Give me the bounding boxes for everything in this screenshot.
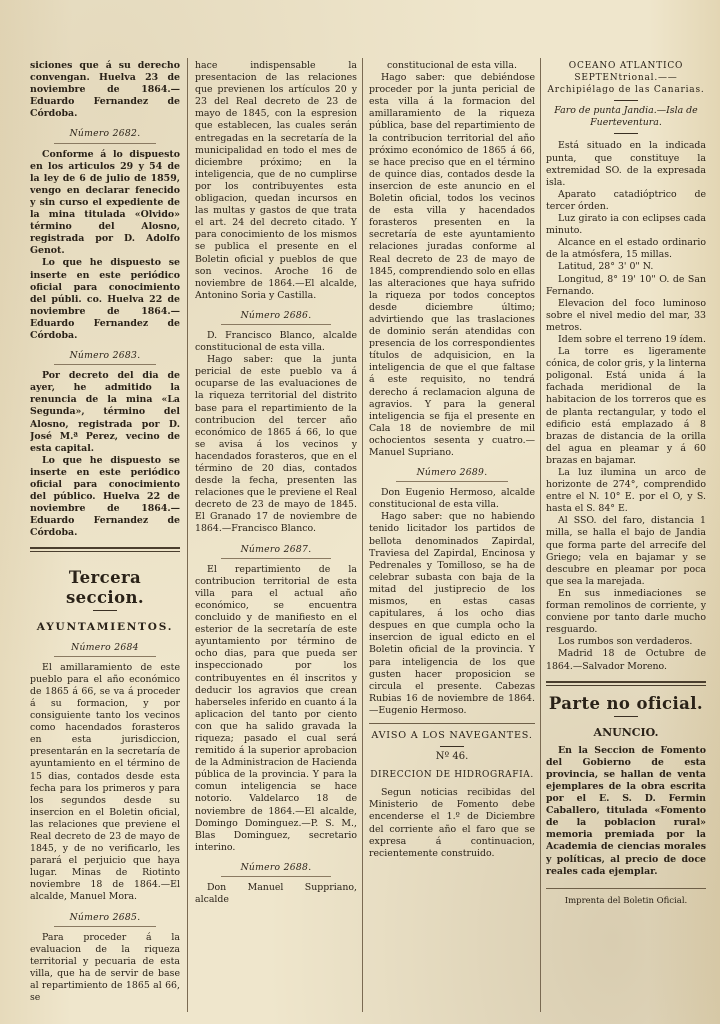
heading-rule — [440, 746, 464, 747]
notice-number: Número 2686. — [221, 310, 331, 325]
paragraph: La torre es ligeramente cónica, de color gris, y la linterna poligonal. Está unida á la fachada meridional de la habitacion de los torreros que es de planta rectangular, y todo el edificio está emplazado á 8 brazas de distancia de la orilla del agua en pleamar y á 60 brazas en bajamar. — [546, 346, 706, 466]
column-divider — [540, 58, 541, 1012]
announcement-heading: ANUNCIO. — [593, 725, 659, 739]
lighthouse-title: Faro de punta Jandia.—Isla de Fuerteventura. — [554, 105, 698, 129]
paragraph: Don Manuel Suppriano, alcalde — [195, 882, 357, 906]
paragraph: Para proceder á la evaluacion de la riqueza territorial y pecuaria de esta villa, que ha de servir de base al repartimiento de 1865 al 66, se — [30, 931, 180, 1004]
heading-rule — [614, 133, 638, 134]
notice-number: Número 2685. — [54, 912, 156, 927]
paragraph: constitucional de esta villa. — [387, 60, 517, 71]
subsection-heading: AYUNTAMIENTOS. — [36, 621, 174, 634]
paragraph: Luz girato ia con eclipses cada minuto. — [546, 213, 706, 237]
paragraph: Al SSO. del faro, distancia 1 milla, se halla el bajo de Jandia que forma parte del arrecife del Griego; vela en bajamar y se descubre en pleamar por poca que sea la marejada. — [546, 515, 706, 587]
paragraph: Lo que he dispuesto se inserte en este periódico oficial para conocimiento del público. Huelva 22 de noviembre de 1864.—Eduardo Fernandez de Córdoba. — [30, 454, 180, 539]
paragraph: El amillaramiento de este pueblo para el año económico de 1865 á 66, se va á proceder á su formacion, y por consiguiente tanto los vecinos como hacendados forasteros en esta jurisdiccion, presentarán en la secretaría de ayuntamiento en el término de 15 dias, contados desde esta fecha para los primeros y para los segundos desde su insercion en el Boletin oficial, las relaciones que previene el Real decreto de 23 de mayo de 1845, y de no verificarlo, les parará el perjuicio que haya lugar. Minas de Riotinto noviembre 18 de 1864.—El alcalde, Manuel Mora. — [30, 661, 180, 903]
paragraph: Longitud, 8° 19' 10" O. de San Fernando. — [546, 273, 706, 297]
paragraph: Alcance en el estado ordinario de la atmósfera, 15 millas. — [546, 237, 706, 261]
section-heading: Parte no oficial. — [548, 693, 704, 713]
paragraph: hace indispensable la presentacion de las relaciones que previenen los artículos 20 y 23 del Real decreto de 23 de mayo de 1845, con la espresion que establecen, las cuales serán entregadas en la secretaría de la municipalidad en todo el mes de diciembre próximo; en la inteligencia, que de no cumplirse por los contribuyentes esta obligacion, quedan incursos en las multas y gastos de que trata el art. 24 del decreto citado. Y para conocimiento de los mismos se publica el presente en el Boletin oficial y pueblos de que son vecinos. Aroche 16 de noviembre de 1864.—El alcalde, Antonino Soria y Castilla. — [195, 60, 357, 301]
heading-rule — [93, 610, 117, 611]
heading-rule — [614, 716, 638, 717]
section-divider — [30, 547, 180, 552]
section-heading: Tercera seccion. — [65, 568, 145, 608]
column-divider — [187, 58, 188, 1012]
section-divider — [546, 681, 706, 686]
paragraph: Idem sobre el terreno 19 ídem. — [558, 333, 706, 345]
column-3 — [369, 60, 535, 1016]
paragraph: Está situado en la indicada punta, que constituye la extremidad SO. de la expresada isla. — [546, 140, 706, 188]
paragraph: El repartimiento de la contribucion territorial de esta villa para el actual año económico, se encuentra concluido y de manifiesto en el esterior de la secretaría de este ayuntamiento por término de ocho dias, para que pueda ser inspeccionado por los contribuyentes en él inscritos y deducir los agravios que crean haberseles inferido en cuanto á la aplicacion del tanto por ciento con que ha salido gravada la riqueza; pasado el cual será remitido á la superior aprobacion de la Administracion de Hacienda pública de la provincia. Y para la comun inteligencia se hace notorio. Valdelarco 18 de noviembre de 1864.—El alcalde, Domingo Dominguez.—P. S. M., Blas Dominguez, secretario interino. — [195, 563, 357, 853]
printer-imprint: Imprenta del Boletin Oficial. — [564, 895, 688, 906]
column-4 — [546, 60, 706, 1016]
notice-number: Número 2682. — [54, 128, 156, 143]
column-1 — [30, 60, 180, 1016]
notice-number: Número 2684 — [54, 642, 156, 657]
notice-number: Número 2687. — [221, 544, 331, 559]
section-divider — [369, 723, 535, 724]
paragraph: Hago saber: que debiéndose proceder por la junta pericial de esta villa á la formacion del amillaramiento de la riqueza pública, base del repartimiento de la contribucion territorial del año próximo económico de 1865 á 66, se hace preciso que en el término de quince dias, contados desde la insercion de este anuncio en el Boletin oficial, todos los vecinos de esta villa y hacendados forasteros presenten en la secretaría de este ayuntamiento relaciones juradas conforme al Real decreto de 23 de mayo de 1845, comprendiendo solo en ellas las alteraciones que haya sufrido la riqueza por todos conceptos desde diciembre último; advirtiendo que las traslaciones de dominio serán atendidas con presencia de los correspondientes títulos de adquisicion, en la inteligencia de que el que faltase á este requisito, no tendrá derecho á reclamacion alguna de agravios. Y para la general inteligencia se fija el presente en Cala 18 de noviembre de mil ochocientos sesenta y cuatro.—Manuel Supriano. — [369, 72, 535, 458]
paragraph: Por decreto del dia de ayer, he admitido la renuncia de la mina «La Segunda», término del Alosno, registrada por D. José M.ª Perez, vecino de esta capital. — [30, 370, 180, 454]
paragraph: Hago saber: que no habiendo tenido licitador los partidos de bellota denominados Zapirdal, Traviesa del Zapirdal, Encinosa y Pedrenales y Tomilloso, se ha de celebrar subasta con baja de la mitad del justiprecio de los mismos, en estas casas capitulares, á los ocho dias despues en que cumpla ocho la insercion de igual edicto en el Boletin oficial de la provincia. Y para inteligencia de los que gusten hacer proposicion se circula el presente. Cabezas Rubias 16 de noviembre de 1864.—Eugenio Hermoso. — [369, 511, 535, 716]
paragraph: Madrid 18 de Octubre de 1864.—Salvador Moreno. — [546, 648, 706, 672]
paragraph: Lo que he dispuesto se inserte en este periódico oficial para conocimiento del públi. co. Huelva 22 de noviembre de 1864.—Eduardo Fernandez de Córdoba. — [30, 257, 180, 341]
paragraph: Hago saber: que la junta pericial de este pueblo va á ocuparse de las evaluaciones de la riqueza territorial del distrito base para el repartimiento de la contribucion del tercer año económico de 1865 á 66, lo que se avisa á los vecinos y hacendados forasteros, que en el término de 20 dias, contados desde la fecha, presenten las relaciones que le previene el Real decreto de 23 de mayo de 1845. El Granado 17 de noviembre de 1864.—Francisco Blanco. — [195, 354, 357, 535]
paragraph: Conforme á lo dispuesto en los articulos 29 y 54 de la ley de 6 de julio de 1859, vengo en declarar fenecido y sin curso el expediente de la mina titulada «Olvido» término del Alosno, registrada por D. Adolfo Genot. — [30, 148, 180, 257]
column-2 — [195, 60, 357, 1016]
paragraph: siciones que á su derecho convengan. Huelva 23 de noviembre de 1864.—Eduardo Fernandez de Córdoba. — [30, 60, 180, 120]
notice-number: Número 2688. — [221, 862, 331, 877]
notice-heading: AVISO A LOS NAVEGANTES. — [371, 729, 533, 741]
column-divider — [362, 58, 363, 1012]
paragraph: En sus inmediaciones se forman remolinos de corriente, y conviene por tanto darle mucho resguardo. — [546, 587, 706, 636]
paragraph: Don Eugenio Hermoso, alcalde constitucional de esta villa. — [369, 487, 535, 511]
heading-rule — [614, 100, 638, 101]
paragraph: Los rumbos son verdaderos. — [558, 636, 693, 648]
paragraph: Latitud, 28° 3' 0" N. — [558, 261, 654, 273]
agency-heading: DIRECCION DE HIDROGRAFIA. — [370, 770, 534, 781]
notice-number: Nº 46. — [435, 751, 469, 763]
paragraph: Elevacion del foco luminoso sobre el nivel medio del mar, 33 metros. — [546, 297, 706, 333]
paragraph: En la Seccion de Fomento del Gobierno de esta provincia, se hallan de venta ejemplares de la obra escrita por el E. S. D. Fermin Caballero, titulada «Fomento de la poblacion rural» memoria premiada por la Academia de ciencias morales y políticas, al precio de doce reales cada ejemplar. — [546, 744, 706, 877]
notice-number: Número 2689. — [396, 467, 509, 482]
paragraph: La luz ilumina un arco de horizonte de 274°, comprendido entre el N. 10° E. por el O, y S. hasta el S. 84° E. — [546, 467, 706, 515]
paragraph: Segun noticias recibidas del Ministerio de Fomento debe encenderse el 1.º de Diciembre del corriente año el faro que se expresa á continuacion, recientemente construido. — [369, 787, 535, 859]
region-heading: OCEANO ATLANTICO SEPTENtrional.——Archipiélago de las Canarias. — [547, 61, 705, 96]
paragraph: Aparato catadióptrico de tercer órden. — [546, 188, 706, 212]
footer-divider — [546, 888, 706, 889]
notice-number: Número 2683. — [54, 350, 156, 365]
paragraph: D. Francisco Blanco, alcalde constitucional de esta villa. — [195, 329, 357, 354]
